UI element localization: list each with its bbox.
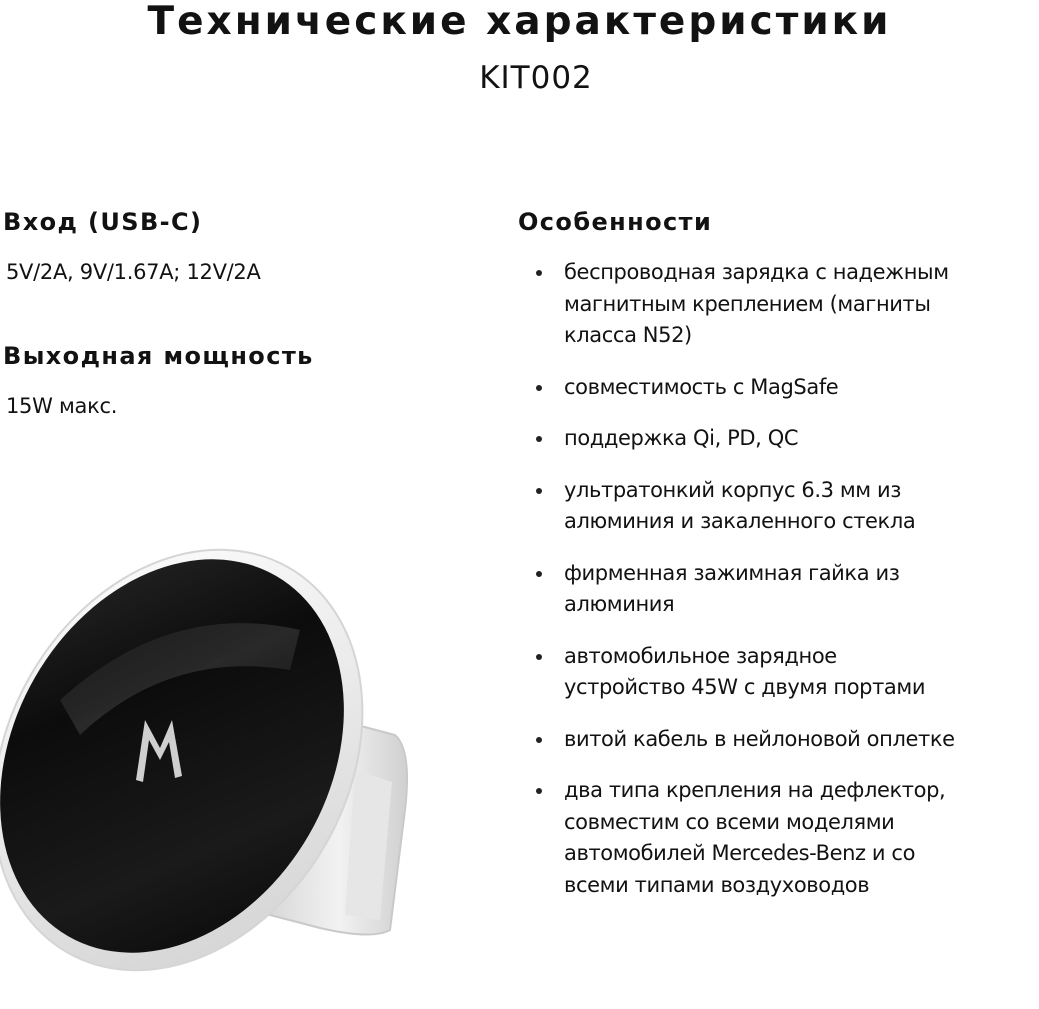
feature-text: беспроводная зарядка с надежным магнитным креплением (магниты класса N52) — [564, 260, 949, 347]
magnetic-charger-icon — [0, 520, 470, 1004]
bullet-icon — [536, 571, 542, 577]
feature-text: фирменная зажимная гайка из алюминия — [564, 560, 900, 616]
product-photo — [0, 520, 470, 1004]
feature-text: два типа крепления на дефлектор, совместим со всеми моделями автомобилей Mercedes-Benz и со всеми типами воздуховодов — [564, 778, 946, 897]
feature-text: витой кабель в нейлоновой оплетке — [564, 726, 955, 751]
features-section — [518, 206, 1038, 921]
input-heading: Вход (USB-C) — [3, 208, 203, 236]
bullet-icon — [536, 737, 542, 743]
feature-item — [518, 724, 1038, 756]
feature-item — [518, 372, 1038, 404]
model-code: KIT002 — [479, 60, 593, 96]
bullet-icon — [536, 488, 542, 494]
feature-item — [518, 775, 1038, 901]
bullet-icon — [536, 270, 542, 276]
bullet-icon — [536, 788, 542, 794]
bullet-icon — [536, 654, 542, 660]
feature-item — [518, 641, 1038, 704]
feature-list — [518, 257, 1038, 901]
feature-text: поддержка Qi, PD, QC — [564, 426, 799, 450]
bullet-icon — [536, 385, 542, 391]
feature-text: автомобильное зарядное устройство 45W с двумя портами — [564, 643, 926, 699]
bullet-icon — [536, 436, 542, 442]
feature-item — [518, 558, 1038, 621]
feature-item — [518, 423, 1038, 455]
power-value: 15W макс. — [6, 394, 118, 418]
page-title: Технические характеристики — [147, 0, 892, 44]
feature-item — [518, 257, 1038, 352]
features-heading: Особенности — [518, 208, 713, 236]
power-heading: Выходная мощность — [3, 342, 314, 370]
feature-text: ультратонкий корпус 6.3 мм из алюминия и закаленного стекла — [564, 477, 916, 533]
input-value: 5V/2A, 9V/1.67A; 12V/2A — [6, 260, 261, 284]
feature-item — [518, 475, 1038, 538]
feature-text: совместимость с MagSafe — [564, 374, 839, 399]
